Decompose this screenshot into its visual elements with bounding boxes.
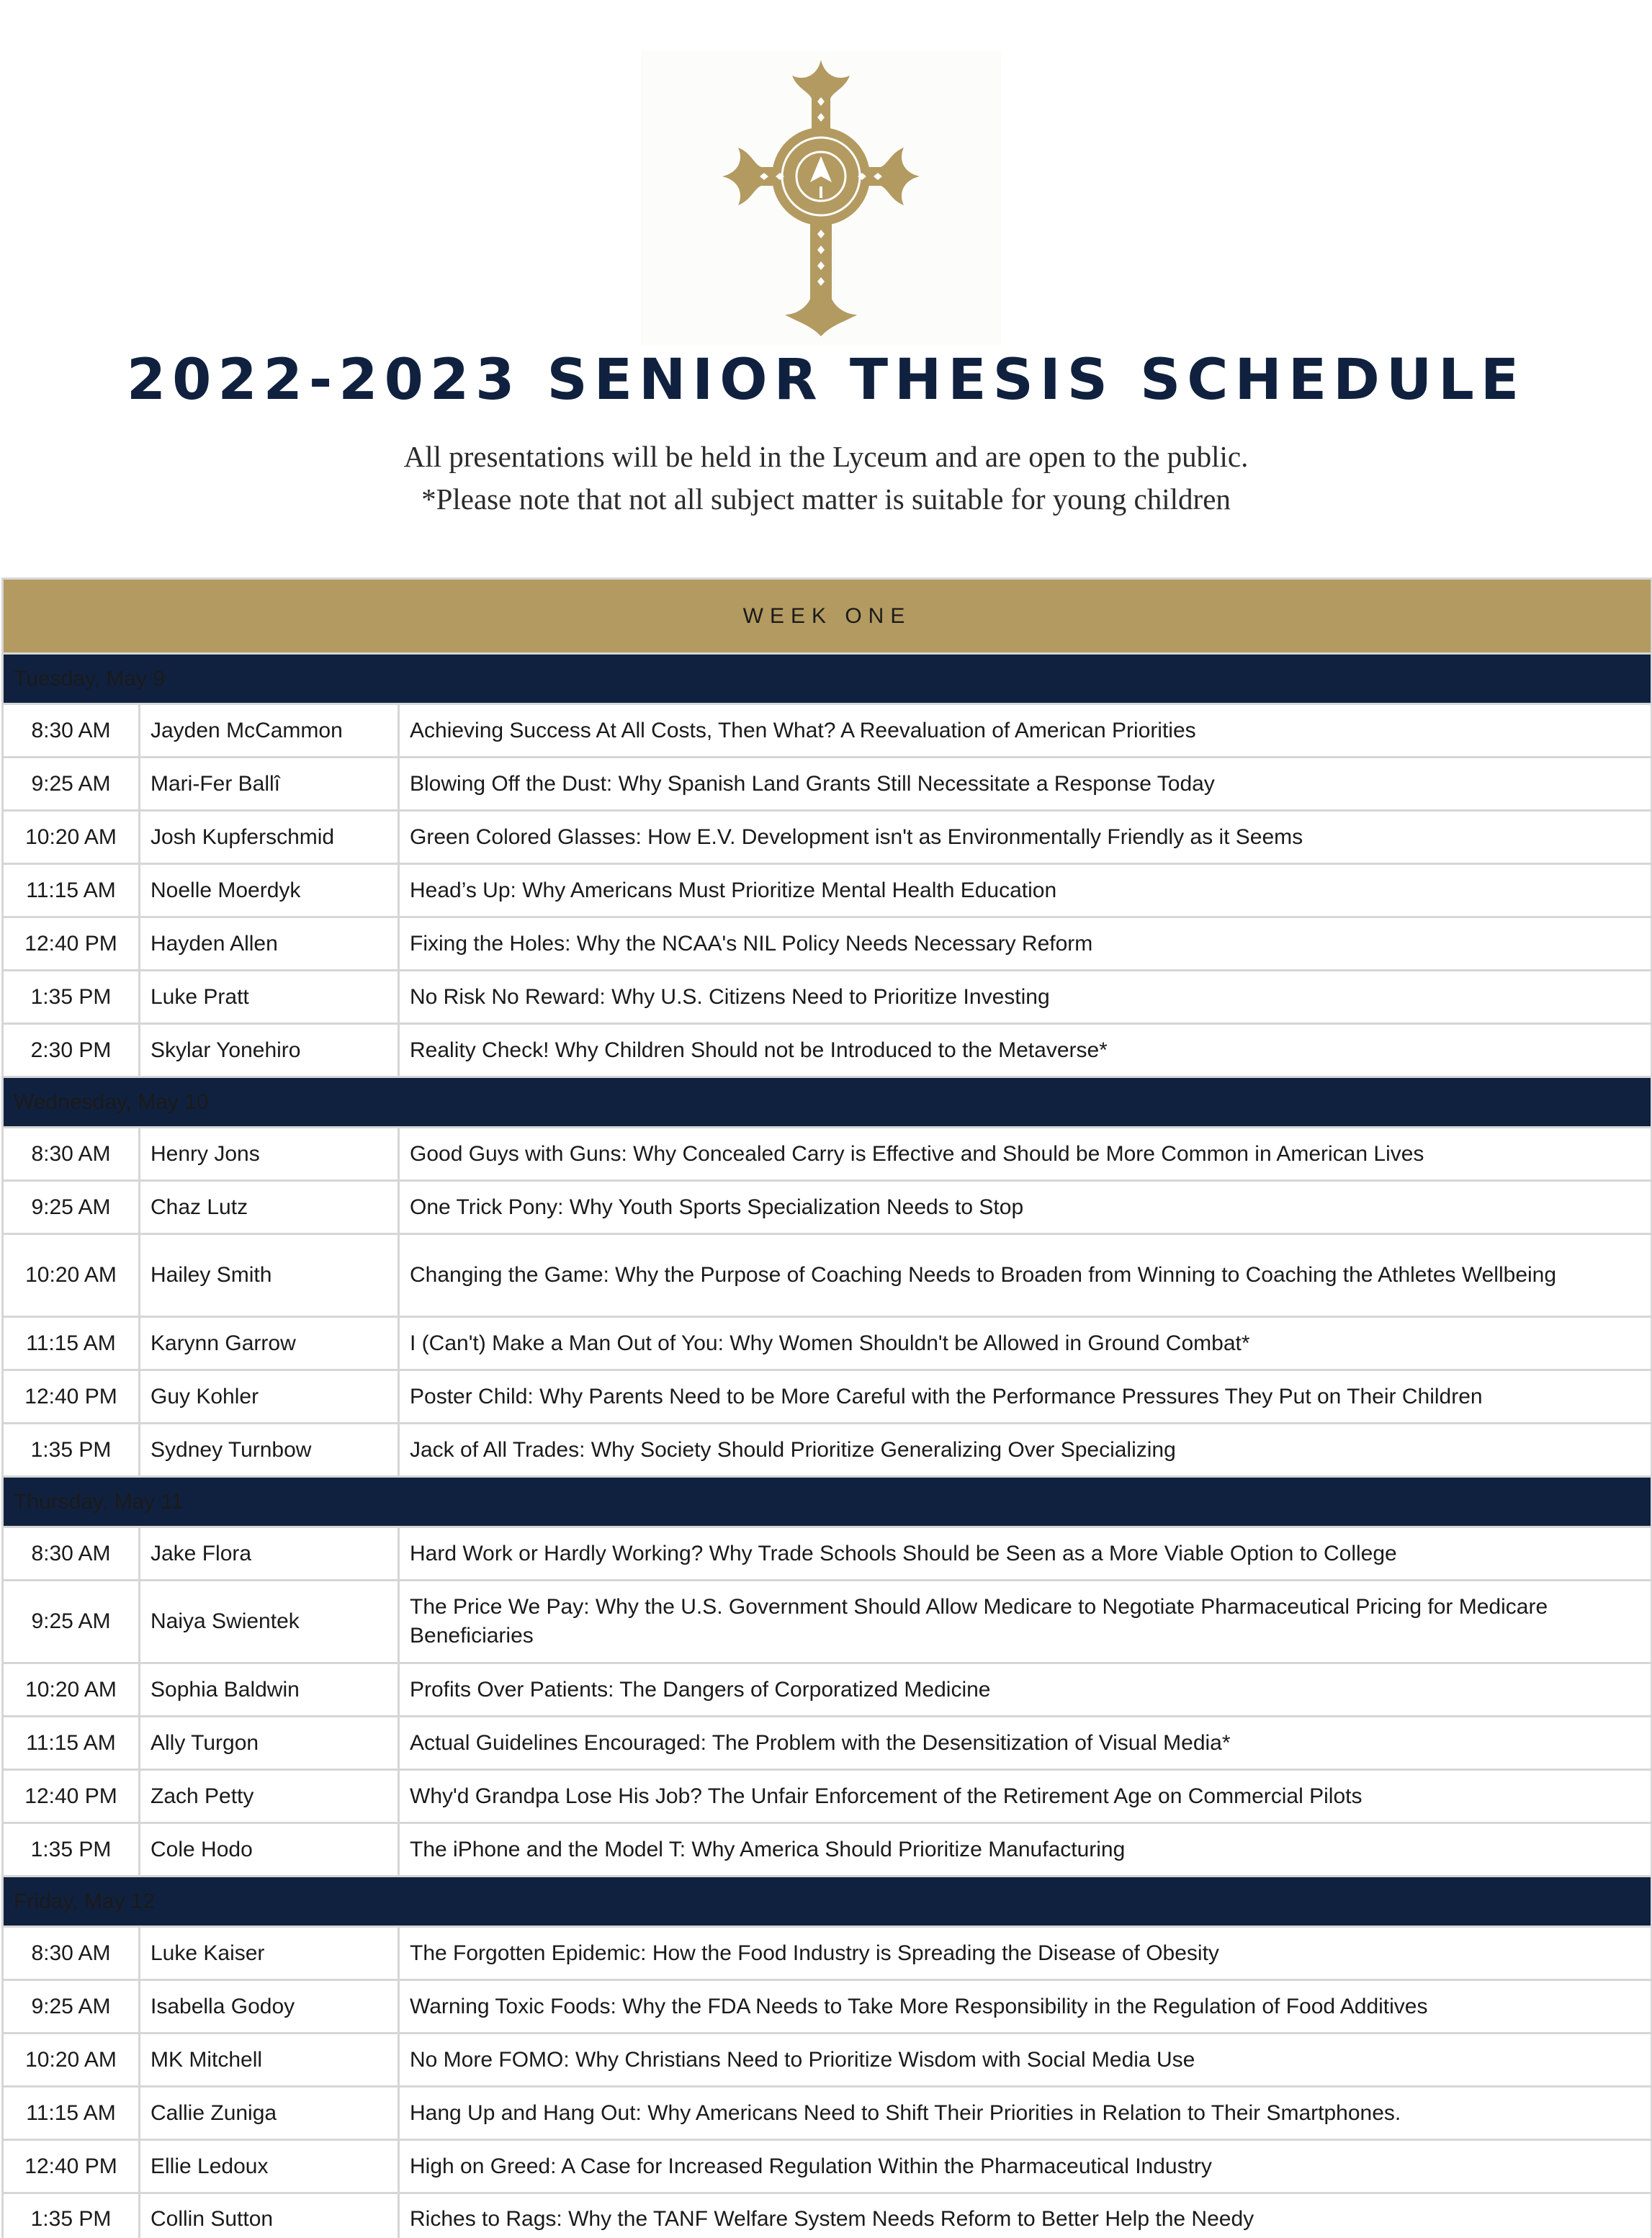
table-row: [3, 811, 1652, 864]
time-cell: 11:15 AM: [3, 2087, 140, 2140]
presenter-cell: Callie Zuniga: [140, 2087, 399, 2140]
time-cell: 1:35 PM: [3, 1823, 140, 1877]
presenter-cell: Ellie Ledoux: [140, 2140, 399, 2193]
table-row: [3, 1234, 1652, 1317]
day-header: Tuesday, May 9: [3, 654, 1652, 704]
thesis-title-cell: Profits Over Patients: The Dangers of Corporatized Medicine: [399, 1663, 1652, 1717]
time-cell: 12:40 PM: [3, 1370, 140, 1424]
thesis-title-cell: Fixing the Holes: Why the NCAA's NIL Policy Needs Necessary Reform: [399, 917, 1652, 971]
week-header: WEEK ONE: [3, 579, 1652, 654]
day-header: Friday, May 12: [3, 1877, 1652, 1927]
presenter-cell: Luke Kaiser: [140, 1927, 399, 1980]
thesis-title-cell: Hang Up and Hang Out: Why Americans Need to Shift Their Priorities in Relation to Their Smartphones.: [399, 2087, 1652, 2140]
time-cell: 1:35 PM: [3, 971, 140, 1024]
table-row: [3, 2087, 1652, 2140]
presenter-cell: Karynn Garrow: [140, 1317, 399, 1370]
day-header: Thursday, May 11: [3, 1477, 1652, 1527]
thesis-title-cell: I (Can't) Make a Man Out of You: Why Women Shouldn't be Allowed in Ground Combat*: [399, 1317, 1652, 1370]
table-row: [3, 1581, 1652, 1663]
table-row: [3, 1424, 1652, 1477]
time-cell: 11:15 AM: [3, 864, 140, 917]
time-cell: 9:25 AM: [3, 1181, 140, 1234]
thesis-title-cell: The Forgotten Epidemic: How the Food Industry is Spreading the Disease of Obesity: [399, 1927, 1652, 1980]
thesis-title-cell: High on Greed: A Case for Increased Regulation Within the Pharmaceutical Industry: [399, 2140, 1652, 2193]
subtitle-location: All presentations will be held in the Lyceum and are open to the public.: [403, 440, 1249, 473]
schedule-table: [1, 578, 1652, 2238]
presenter-cell: Mari-Fer Ballî: [140, 758, 399, 811]
presenter-cell: Noelle Moerdyk: [140, 864, 399, 917]
time-cell: 12:40 PM: [3, 917, 140, 971]
table-row: [3, 2140, 1652, 2193]
table-row: [3, 1128, 1652, 1181]
cross-logo-icon: [717, 54, 925, 342]
time-cell: 9:25 AM: [3, 1581, 140, 1663]
time-cell: 9:25 AM: [3, 758, 140, 811]
thesis-title-cell: Good Guys with Guns: Why Concealed Carry is Effective and Should be More Common in American Lives: [399, 1128, 1652, 1181]
time-cell: 11:15 AM: [3, 1717, 140, 1770]
thesis-title-cell: One Trick Pony: Why Youth Sports Specialization Needs to Stop: [399, 1181, 1652, 1234]
subtitle-note: *Please note that not all subject matter is suitable for young children: [421, 482, 1231, 516]
presenter-cell: MK Mitchell: [140, 2033, 399, 2087]
table-row: [3, 2033, 1652, 2087]
time-cell: 10:20 AM: [3, 1663, 140, 1717]
table-row: [3, 1317, 1652, 1370]
time-cell: 12:40 PM: [3, 1770, 140, 1823]
day-header: Wednesday, May 10: [3, 1077, 1652, 1128]
table-row: [3, 1927, 1652, 1980]
thesis-title-cell: Warning Toxic Foods: Why the FDA Needs to Take More Responsibility in the Regulation of Food Additives: [399, 1980, 1652, 2033]
time-cell: 1:35 PM: [3, 2193, 140, 2238]
presenter-cell: Jake Flora: [140, 1527, 399, 1581]
time-cell: 2:30 PM: [3, 1024, 140, 1077]
thesis-title-cell: Changing the Game: Why the Purpose of Coaching Needs to Broaden from Winning to Coaching the Athletes Wellbeing: [399, 1234, 1652, 1317]
thesis-title-cell: Hard Work or Hardly Working? Why Trade Schools Should be Seen as a More Viable Option to College: [399, 1527, 1652, 1581]
table-row: [3, 758, 1652, 811]
presenter-cell: Luke Pratt: [140, 971, 399, 1024]
time-cell: 10:20 AM: [3, 2033, 140, 2087]
presenter-cell: Henry Jons: [140, 1128, 399, 1181]
time-cell: 10:20 AM: [3, 811, 140, 864]
page-title: 2022-2023 SENIOR THESIS SCHEDULE: [126, 348, 1526, 413]
table-row: [3, 1980, 1652, 2033]
table-row: [3, 704, 1652, 758]
presenter-cell: Josh Kupferschmid: [140, 811, 399, 864]
time-cell: 12:40 PM: [3, 2140, 140, 2193]
table-row: [3, 1823, 1652, 1877]
thesis-title-cell: Riches to Rags: Why the TANF Welfare System Needs Reform to Better Help the Needy: [399, 2193, 1652, 2238]
table-row: [3, 864, 1652, 917]
time-cell: 8:30 AM: [3, 1128, 140, 1181]
presenter-cell: Jayden McCammon: [140, 704, 399, 758]
presenter-cell: Guy Kohler: [140, 1370, 399, 1424]
table-row: [3, 1527, 1652, 1581]
time-cell: 11:15 AM: [3, 1317, 140, 1370]
presenter-cell: Ally Turgon: [140, 1717, 399, 1770]
time-cell: 8:30 AM: [3, 704, 140, 758]
thesis-title-cell: Blowing Off the Dust: Why Spanish Land Grants Still Necessitate a Response Today: [399, 758, 1652, 811]
table-row: [3, 1770, 1652, 1823]
thesis-title-cell: No Risk No Reward: Why U.S. Citizens Need to Prioritize Investing: [399, 971, 1652, 1024]
thesis-title-cell: No More FOMO: Why Christians Need to Prioritize Wisdom with Social Media Use: [399, 2033, 1652, 2087]
presenter-cell: Cole Hodo: [140, 1823, 399, 1877]
table-row: [3, 2193, 1652, 2238]
presenter-cell: Skylar Yonehiro: [140, 1024, 399, 1077]
table-row: [3, 1181, 1652, 1234]
presenter-cell: Naiya Swientek: [140, 1581, 399, 1663]
logo-area: [641, 50, 1001, 346]
presenter-cell: Isabella Godoy: [140, 1980, 399, 2033]
thesis-title-cell: Jack of All Trades: Why Society Should Prioritize Generalizing Over Specializing: [399, 1424, 1652, 1477]
thesis-title-cell: Achieving Success At All Costs, Then What? A Reevaluation of American Priorities: [399, 704, 1652, 758]
presenter-cell: Sophia Baldwin: [140, 1663, 399, 1717]
presenter-cell: Zach Petty: [140, 1770, 399, 1823]
presenter-cell: Hailey Smith: [140, 1234, 399, 1317]
presenter-cell: Hayden Allen: [140, 917, 399, 971]
thesis-title-cell: The iPhone and the Model T: Why America Should Prioritize Manufacturing: [399, 1823, 1652, 1877]
thesis-title-cell: The Price We Pay: Why the U.S. Government Should Allow Medicare to Negotiate Pharmaceutical Pricing for Medicare Beneficiaries: [399, 1581, 1652, 1663]
table-row: [3, 1370, 1652, 1424]
presenter-cell: Chaz Lutz: [140, 1181, 399, 1234]
table-row: [3, 971, 1652, 1024]
thesis-title-cell: Actual Guidelines Encouraged: The Problem with the Desensitization of Visual Media*: [399, 1717, 1652, 1770]
time-cell: 9:25 AM: [3, 1980, 140, 2033]
time-cell: 8:30 AM: [3, 1527, 140, 1581]
thesis-title-cell: Poster Child: Why Parents Need to be More Careful with the Performance Pressures They Put on Their Children: [399, 1370, 1652, 1424]
thesis-title-cell: Head’s Up: Why Americans Must Prioritize Mental Health Education: [399, 864, 1652, 917]
table-row: [3, 1663, 1652, 1717]
thesis-title-cell: Why'd Grandpa Lose His Job? The Unfair Enforcement of the Retirement Age on Commercial Pilots: [399, 1770, 1652, 1823]
table-row: [3, 1024, 1652, 1077]
presenter-cell: Sydney Turnbow: [140, 1424, 399, 1477]
time-cell: 10:20 AM: [3, 1234, 140, 1317]
thesis-title-cell: Reality Check! Why Children Should not be Introduced to the Metaverse*: [399, 1024, 1652, 1077]
table-row: [3, 917, 1652, 971]
time-cell: 8:30 AM: [3, 1927, 140, 1980]
presenter-cell: Collin Sutton: [140, 2193, 399, 2238]
time-cell: 1:35 PM: [3, 1424, 140, 1477]
thesis-title-cell: Green Colored Glasses: How E.V. Development isn't as Environmentally Friendly as it Seems: [399, 811, 1652, 864]
table-row: [3, 1717, 1652, 1770]
